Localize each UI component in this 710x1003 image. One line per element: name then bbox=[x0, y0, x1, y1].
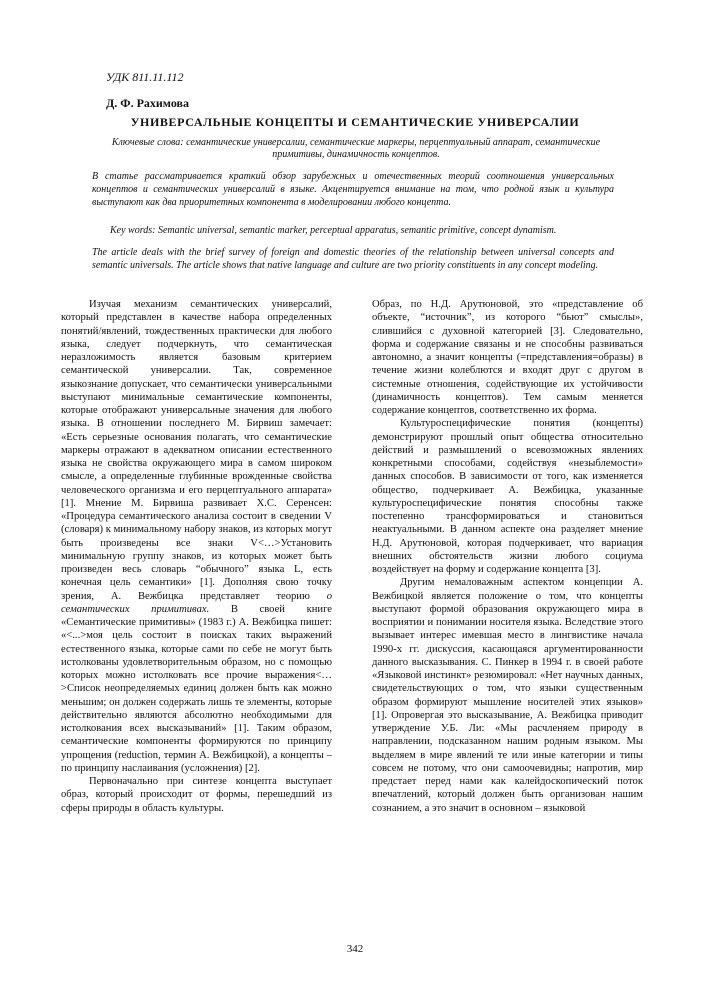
abstract-ru: В статье рассматривается краткий обзор зарубежных и отечественных теорий соотношения универсальных концептов и семантических универсалий в языке. Акцентируется внимание на том, что родной язык и культура выступают как два приоритетных компонента в моделировании любого концепта. bbox=[92, 171, 614, 208]
keywords-ru: Ключевые слова: семантические универсалии, семантические маркеры, перцептуальный аппарат, семантические примитивы, динамичность концептов. bbox=[111, 137, 601, 160]
article-title: УНИВЕРСАЛЬНЫЕ КОНЦЕПТЫ И СЕМАНТИЧЕСКИЕ УНИВЕРСАЛИИ bbox=[130, 115, 580, 129]
left-paragraph-1 bbox=[61, 298, 332, 775]
right-paragraph-2: Культуроспецифические понятия (концепты) демонстрируют прошлый опыт общества относительно действий и размышлений о всевозможных явлениях конкретными способами, содействуя «незыблемости» данных способов. В зависимости от того, как изменяется общество, подчеркивает А. Вежбицка, указанные культуроспецифические понятия способны также постепенно трансформироваться и становиться неактуальными. В данном аспекте она разделяет мнение Н.Д. Арутюновой, которая подчеркивает, что вариация внешних обстоятельств жизни любого социума воздействует на форму и содержание концепта [3]. bbox=[372, 418, 643, 575]
left-p1-tail: В своей книге «Семантические примитивы» (1983 г.) А. Вежбицка пишет: «<...>моя цель состоит в поисках таких выражений естественного языка, которые сами по себе не могут быть истолкованы удовлетворительным образом, но с помощью которых можно истолковать все прочие выражения<…>Список неопределяемых единиц должен быть как можно меньшим; он должен содержать лишь те элементы, которые действительно являются абсолютно необходимыми для истолкования всех высказываний» [1]. Таким образом, семантические компоненты формируются по принципу упрощения (reduction, термин А. Вежбицкой), а концепты – по принципу наслаивания (усложнения) [2]. bbox=[61, 603, 332, 774]
right-column bbox=[372, 298, 643, 815]
udk-code: УДК 811.11.112 bbox=[106, 70, 184, 84]
right-paragraph-3: Другим немаловажным аспектом концепции А. Вежбицкой является положение о том, что концепты выступают формой образования окружающего мира в восприятии и понимании носителя языка. Вследствие этого вызывает интерес имевшая место в лингвистике начала 1990-х гг. дискуссия, касающаяся аргументированности данного высказывания. С. Пинкер в 1994 г. в своей работе «Языковой инстинкт» резюмировал: «Нет научных данных, свидетельствующих о том, что языки существенным образом формируют мышление носителей этих языков» [1]. Опровергая это высказывание, А. Вежбицка приводит утверждение У.Б. Ли: «Мы расчленяем природу в направлении, подсказанном нашим родным языком. Мы выделяем в мире явлений те или иные категории и типы совсем не потому, что они самоочевидны; напротив, мир предстает перед нами как калейдоскопический поток впечатлений, который должен быть организован нашим сознанием, а это значит в основном – языковой bbox=[372, 577, 643, 814]
keywords-en: Key words: Semantic universal, semantic marker, perceptual apparatus, semantic primitive, concept dynamism. bbox=[110, 225, 557, 236]
left-p1-text: Изучая механизм семантических универсалий, который представлен в качестве набора определенных понятий/явлений, тождественных практически для любого языка, следует подчеркнуть, что семантическая неразложимость является базовым критерием семантической универсалии. Так, современное языкознание допускает, что семантически универсальными выступают минимальные семантические компоненты, которые отображают универсальные значения для любого языка. В отношении последнего М. Бирвиш замечает: «Есть серьезные основания полагать, что семантические маркеры отражают в адекватном описании естественного языка не свойства окружающего мира в самом широком смысле, а определенные глубинные врожденные свойства человеческого организма и его перцептуального аппарата» [1]. Мнение М. Бирвиша развивает Х.С. Серенсен: «Процедура семантического анализа состоит в сведении V (словаря) к минимальному набору знаков, из которых могут быть произведены все знаки V<…>Установить минимальную группу знаков, из которых может быть произведен весь словарь “обычного” языка L, есть конечная цель семантики» [1]. Дополняя свою точку зрения, А. Вежбицка представляет теорию bbox=[61, 299, 332, 602]
left-p1-italic: о семантических примитивах. bbox=[61, 590, 332, 615]
page-number: 342 bbox=[346, 943, 364, 955]
left-paragraph-2: Первоначально при синтезе концепта выступает образ, который происходит от формы, перешедший из сферы природы в область культуры. bbox=[61, 776, 332, 814]
left-column bbox=[61, 298, 332, 815]
author-name: Д. Ф. Рахимова bbox=[106, 96, 190, 110]
abstract-en: The article deals with the brief survey of foreign and domestic theories of the relationship between universal concepts and semantic universals. The article shows that native language and culture are two priority constituents in any concept modeling. bbox=[92, 247, 614, 271]
right-paragraph-1: Образ, по Н.Д. Арутюновой, это «представление об объекте, “источник”, из которого “бьют” смыслы», слившийся с духовной категорией [3]. Следовательно, форма и содержание связаны и не способны развиваться автономно, а значит концепты (=представления=образы) в течение жизни колеблются и входят друг с другом в системные отношения, содействующие их устойчивости (динамичность концептов). Тем самым меняется содержание концептов, соответственно их форма. bbox=[372, 299, 643, 416]
